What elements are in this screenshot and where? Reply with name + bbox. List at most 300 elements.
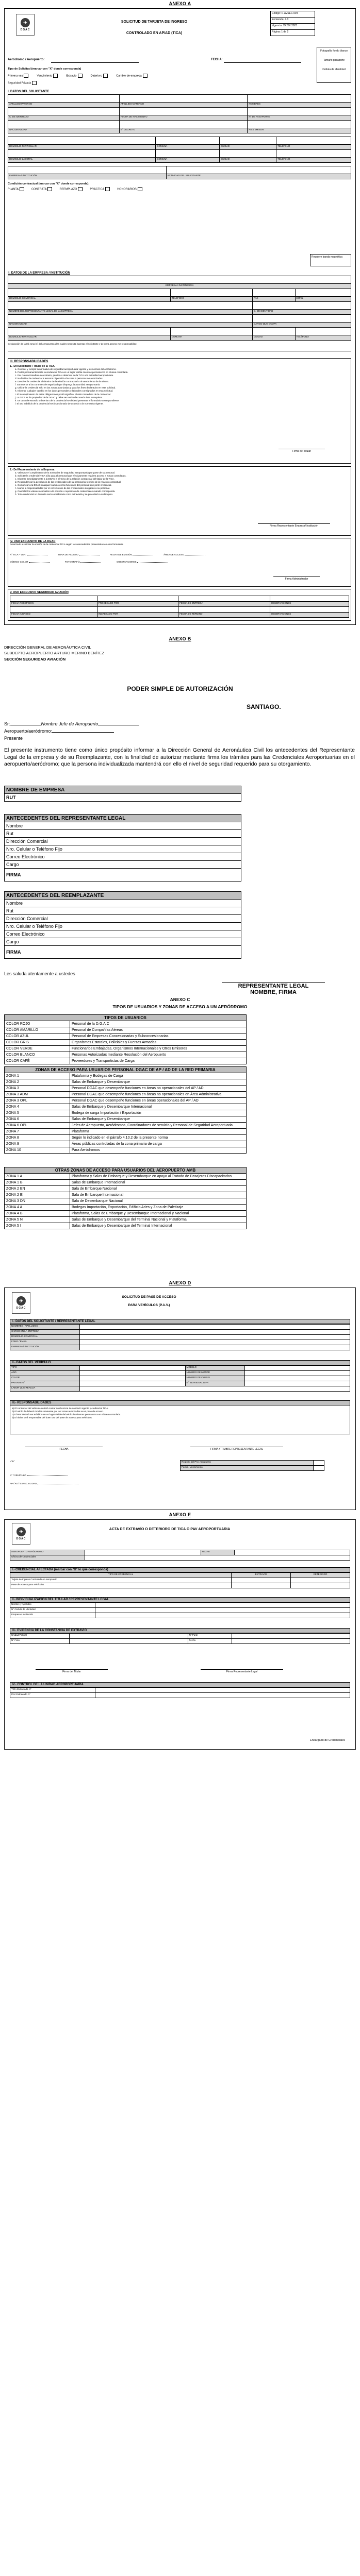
table-cell: NOMBRE DE EMPRESA — [5, 786, 241, 794]
rep-responsibilities-box — [8, 466, 351, 536]
table-cell[interactable] — [80, 1330, 350, 1335]
pav-legal-signature[interactable]: FIRMA Y TIMBRE REPRESENTANTE LEGAL — [190, 1447, 283, 1451]
date-label: FECHA: — [211, 58, 223, 61]
pav-applicant-section — [10, 1319, 350, 1350]
table-cell[interactable] — [244, 1371, 350, 1376]
acta-holder-title: II.- INDIVIDUALIZACIÓN DEL TITULAR / REPRESENTANTE LEGAL — [10, 1597, 350, 1602]
table-row — [8, 289, 351, 297]
table-row — [8, 166, 351, 174]
table-cell: ZONA 2 — [5, 1079, 70, 1086]
table-row — [5, 830, 241, 838]
table-cell[interactable] — [276, 137, 351, 145]
table-cell[interactable] — [70, 1634, 188, 1639]
zone-row — [5, 1198, 247, 1205]
table-cell: COMUNA — [156, 145, 220, 150]
condition-planta[interactable]: PLANTA — [8, 187, 25, 191]
checkbox[interactable] — [32, 81, 37, 85]
table-row — [10, 1325, 350, 1330]
table-cell[interactable] — [248, 108, 351, 115]
table-cell: Jefes de Aeropuerto, Aeródromos, Coordinadores de servicio y Personal de Seguridad Aeroportuaria — [70, 1123, 247, 1129]
checkbox[interactable] — [138, 187, 142, 191]
photo-box[interactable]: Fotografía fondo blanco Tamaño pasaporte Cédula de identidad — [317, 47, 351, 83]
table-cell: Plataforma — [70, 1129, 247, 1135]
pav-vb-label: V°B° — [10, 1460, 15, 1463]
table-cell[interactable] — [219, 150, 276, 158]
table-cell: Unidad Policial — [10, 1634, 70, 1639]
table-cell[interactable] — [95, 1693, 350, 1698]
table-cell: ZONA 1 — [5, 1073, 70, 1079]
form-title: SOLICITUD DE TARJETA DE INGRESO — [121, 20, 188, 24]
pav-applicant-title: I.- DATOS DEL SOLICITANTE / REPRESENTANTE LEGAL — [10, 1319, 350, 1324]
acta-holder-signature[interactable]: Firma del Titular — [36, 1669, 108, 1673]
table-cell[interactable] — [291, 1583, 350, 1588]
magnetic-band-box[interactable]: Requiere banda magnética — [310, 254, 351, 266]
aviation-security-table — [10, 596, 349, 618]
dgac-exclusive-text: Autorizado a solicitar la emisión de la credencial TICA según los antecedentes presentados en este formulario. — [10, 543, 124, 546]
table-cell[interactable]: Rut — [5, 830, 241, 838]
table-cell[interactable] — [166, 166, 351, 174]
zone-row — [5, 1180, 247, 1186]
table-cell[interactable]: Cargo — [5, 861, 241, 869]
table-cell[interactable] — [248, 121, 351, 128]
table-cell[interactable]: Correo Electrónico — [5, 930, 241, 938]
table-cell: Para Aeródromos — [70, 1147, 247, 1154]
dgac-emblem-icon: ✈ — [17, 1296, 26, 1306]
dgac-logo-e: ✈ DGAC — [12, 1523, 30, 1545]
airport-input[interactable] — [51, 62, 139, 63]
table-cell: Personal de la D.G.A.C — [70, 1021, 247, 1027]
table-cell[interactable] — [80, 1335, 350, 1340]
table-cell[interactable] — [8, 328, 171, 335]
condition-contrata[interactable]: CONTRATA — [31, 187, 53, 191]
poder-city: SANTIAGO. — [247, 703, 281, 710]
table-cell: TELÉFONO — [170, 297, 252, 302]
table-cell[interactable]: Rut — [5, 907, 241, 915]
table-cell: CARGO EN LA EMPRESA — [10, 1330, 80, 1335]
table-cell[interactable] — [80, 1325, 350, 1330]
annex-a-frame — [4, 8, 356, 625]
condition-practica[interactable]: PRÁCTICA — [90, 187, 111, 191]
table-cell: Fecha — [188, 1639, 232, 1644]
request-type-label: Tipo de Solicitud (marcar con "X" donde corresponda) — [8, 67, 81, 71]
table-cell: TIPOS DE USUARIOS — [5, 1015, 247, 1021]
table-cell[interactable] — [232, 1639, 350, 1644]
table-cell: AÑO — [10, 1371, 80, 1376]
table-cell: Funcionarios Embajadas, Organismos Internacionales y Otros Emisores — [70, 1046, 247, 1052]
table-cell[interactable] — [8, 315, 253, 323]
acta-header-table — [10, 1550, 350, 1561]
table-cell[interactable] — [314, 1461, 324, 1466]
checkbox[interactable] — [78, 74, 83, 78]
table-cell: FAX — [252, 297, 295, 302]
pav-resp-title: III.- RESPONSABILIDADES — [10, 1400, 350, 1405]
table-cell: Salas de Embarque y Desembarque del Terminal Internacional — [70, 1223, 247, 1229]
table-cell: Pase de Acceso para Vehículos — [10, 1583, 232, 1588]
table-cell[interactable] — [8, 137, 156, 145]
table-cell: ZONA 2 EN — [5, 1186, 70, 1192]
table-cell: ZONA 1 B — [5, 1180, 70, 1186]
aviation-security-box — [8, 589, 351, 621]
table-cell[interactable] — [178, 596, 270, 602]
date-input[interactable] — [224, 62, 301, 63]
table-cell: CARGO QUE OCUPA — [252, 323, 351, 328]
table-cell[interactable] — [95, 1608, 350, 1613]
section-applicant — [8, 90, 351, 259]
acta-control-title: IV.- CONTROL DE LA UNIDAD AEROPORTUARIA — [10, 1682, 350, 1687]
airport-label: Aeródromo / Aeropuerto: — [8, 58, 45, 61]
table-cell: C. DE IDENTIDAD — [252, 310, 351, 315]
admin-signature[interactable]: Firma Administrador — [273, 577, 320, 581]
table-cell[interactable] — [252, 315, 351, 323]
pav-approval-section — [10, 1458, 350, 1485]
color-code-field[interactable]: CÓDIGO COLOR — [10, 561, 50, 564]
checkbox[interactable] — [20, 187, 24, 191]
holder-signature[interactable]: Firma del Titular — [279, 449, 325, 453]
table-cell: MODELO — [185, 1366, 244, 1371]
form-subtitle: CONTROLADO EN AP/AD (TICA) — [126, 31, 183, 35]
request-damaged[interactable]: Deterioro — [91, 74, 109, 78]
zone-row — [5, 1192, 247, 1198]
table-cell[interactable]: Nombre — [5, 822, 241, 830]
table-cell[interactable] — [295, 289, 351, 297]
table-cell: NACIONALIDAD — [8, 323, 253, 328]
acta-evidence-table — [10, 1633, 350, 1644]
table-cell: FECHA — [201, 1550, 234, 1555]
table-row — [10, 1555, 350, 1561]
table-row — [5, 786, 241, 794]
table-cell: EXTRAVÍO — [232, 1573, 291, 1578]
table-cell[interactable] — [244, 1366, 350, 1371]
table-cell: APELLIDO PATERNO — [8, 103, 120, 108]
table-cell: EMPRESA / INSTITUCIÓN — [8, 284, 351, 289]
table-cell: PROCESADO POR — [97, 602, 178, 607]
request-expiry[interactable]: Vencimiento — [37, 74, 59, 78]
checkbox[interactable] — [47, 187, 52, 191]
table-cell[interactable]: Correo Electrónico — [5, 853, 241, 861]
table-cell[interactable] — [80, 1340, 350, 1345]
table-cell[interactable]: Dirección Comercial — [5, 838, 241, 845]
annex-b-org: DIRECCIÓN GENERAL DE AERONÁUTICA CIVIL SUBDEPTO AEROPUERTO ARTURO MERINO BENÍTEZ SECCIÓN SEGURIDAD AVIACIÓN — [4, 645, 105, 662]
table-cell: Bodegas Importación, Exportación, Edificio Aries y Zona de Paletizaje — [70, 1205, 247, 1211]
table-cell[interactable]: FIRMA — [5, 946, 241, 959]
table-cell: ZONA 2 EI — [5, 1192, 70, 1198]
table-row — [8, 276, 351, 284]
table-cell: ZONA 1 A — [5, 1174, 70, 1180]
table-cell: EMPRESA / INSTITUCIÓN — [8, 174, 167, 179]
table-cell[interactable] — [178, 607, 270, 613]
table-cell: TIPO DE CREDENCIAL — [10, 1573, 232, 1578]
present-line: Presente — [4, 736, 23, 741]
zones-declaration-input[interactable] — [8, 346, 351, 351]
table-cell[interactable] — [170, 328, 252, 335]
table-cell: PATENTE N° — [10, 1381, 80, 1386]
table-cell[interactable] — [80, 1366, 186, 1371]
table-cell[interactable]: Dirección Comercial — [5, 915, 241, 923]
table-cell: ZONA 3 OPL — [5, 1098, 70, 1104]
request-company-change[interactable]: Cambio de empresa — [116, 74, 149, 78]
zone-row — [5, 1186, 247, 1192]
condition-reemplazo[interactable]: REEMPLAZO — [59, 187, 84, 191]
table-row — [10, 1613, 350, 1618]
company-table — [8, 276, 351, 341]
table-row — [5, 907, 241, 915]
resp-holder-list: a. Conocer y cumplir la normativa de seguridad aeroportuaria vigente y las normas del Aeródromo. b. Portar permanentemente la credencial TICA en un lugar visible mientras permanezca en el área controlada. c. Dar cuenta inmediata de extravío, pérdida o deterioro de la TICA a la autoridad aeroportuaria. d. No facilitar la credencial a terceros ni permitir el acceso a personas no autorizadas. e. Devolver la credencial al término de la relación contractual o al vencimiento de la misma. f. Someterse a los controles de seguridad que disponga la autoridad aeroportuaria. g. Utilizar la credencial sólo en las zonas autorizadas y para los fines declarados en esta solicitud. h. Informar cualquier cambio en los datos personales o laborales consignados en esta solicitud. i. El incumplimiento de estas obligaciones podrá significar el retiro inmediato de la credencial. j. La TICA es de propiedad de la DGAC y debe ser restituida cuando ésta lo requiera. k. En caso de extravío o deterioro de la credencial se deberá presentar el formulario correspondiente. l. El uso indebido de la credencial será sancionado de acuerdo a la normativa vigente. — [15, 368, 128, 405]
table-row — [10, 1366, 350, 1371]
table-cell: ZONA 3 DN — [5, 1198, 70, 1205]
dgac-exclusive-box — [8, 538, 351, 587]
table-cell[interactable] — [97, 596, 178, 602]
table-cell: TELÉFONO — [295, 335, 351, 341]
checkbox[interactable] — [103, 74, 108, 78]
table-cell: FECHA INGRESO — [10, 613, 97, 618]
condition-honorarios[interactable]: HONORARIOS — [117, 187, 143, 191]
table-cell[interactable] — [270, 607, 349, 613]
table-row — [5, 853, 241, 861]
table-cell: DOMICILIO PARTICULAR — [8, 145, 156, 150]
checkbox[interactable] — [105, 187, 110, 191]
table-row — [181, 1466, 324, 1471]
table-cell[interactable] — [8, 166, 167, 174]
table-cell[interactable] — [80, 1381, 186, 1386]
zone-row — [5, 1116, 247, 1123]
table-cell: Sala de Embarque Internacional — [70, 1192, 247, 1198]
table-cell: ZONA 5 I — [5, 1223, 70, 1229]
table-cell[interactable] — [119, 108, 248, 115]
table-cell[interactable]: RUT — [5, 794, 241, 802]
table-cell: COLOR AZUL — [5, 1033, 70, 1040]
type-row — [5, 1033, 247, 1040]
legal-rep-signature[interactable]: REPRESENTANTE LEGAL NOMBRE, FIRMA — [222, 982, 325, 995]
table-cell[interactable]: Nro. Celular o Teléfono Fijo — [5, 845, 241, 853]
table-cell[interactable] — [119, 121, 248, 128]
table-row — [5, 845, 241, 853]
table-row — [5, 822, 241, 830]
type-row — [5, 1058, 247, 1064]
table-cell: DOMICILIO PARTICULAR — [8, 335, 171, 341]
table-cell[interactable] — [219, 137, 276, 145]
pav-registry-table — [180, 1460, 324, 1471]
table-row — [8, 137, 351, 145]
table-cell[interactable] — [170, 289, 252, 297]
table-cell: PAV Extraviado N° — [10, 1693, 95, 1698]
table-cell: DOMICILIO LABORAL — [8, 158, 156, 163]
responsibilities-title: III. RESPONSABILIDADES — [10, 360, 48, 363]
table-cell[interactable] — [8, 108, 120, 115]
zone-row — [5, 1141, 247, 1147]
table-row — [10, 1688, 350, 1693]
responsibilities-box — [8, 358, 351, 464]
table-row — [8, 115, 351, 121]
table-cell: ZONA 10 — [5, 1147, 70, 1154]
table-cell: NOMBRE DEL REPRESENTANTE LEGAL DE LA EMPRESA — [8, 310, 253, 315]
table-cell: ZONA 9 — [5, 1141, 70, 1147]
table-row — [5, 794, 241, 802]
table-cell[interactable] — [8, 289, 171, 297]
table-row — [10, 602, 349, 607]
table-cell[interactable] — [270, 596, 349, 602]
table-cell: N° DECRETO — [119, 128, 248, 133]
checkbox[interactable] — [78, 187, 83, 191]
zone-row — [5, 1086, 247, 1092]
greeting: Les saluda atentamente a ustedes — [4, 971, 75, 976]
table-cell: N° Cédula de Identidad — [10, 1608, 95, 1613]
issue-date-field[interactable]: FECHA DE EMISIÓN — [110, 553, 153, 556]
table-cell: N° Folio — [10, 1639, 70, 1644]
table-cell: ZONA 7 — [5, 1129, 70, 1135]
table-cell[interactable] — [8, 121, 120, 128]
table-row — [8, 328, 351, 335]
checkbox[interactable] — [53, 74, 58, 78]
access-area-field[interactable]: ÁREA DE ACCESO — [163, 553, 205, 556]
table-cell[interactable] — [295, 328, 351, 335]
table-cell: Salas de Embarque y Desembarque Internacional — [70, 1104, 247, 1110]
access-zone-field[interactable]: ZONA DE ACCESO — [58, 553, 100, 556]
table-cell[interactable] — [156, 137, 220, 145]
table-cell[interactable] — [8, 95, 120, 103]
pav-resp-section — [10, 1400, 350, 1434]
table-cell[interactable] — [70, 1639, 188, 1644]
table-cell[interactable] — [244, 1381, 350, 1386]
table-row — [5, 892, 241, 900]
table-cell[interactable] — [234, 1550, 350, 1555]
table-cell[interactable] — [252, 289, 295, 297]
checkbox[interactable] — [24, 74, 28, 78]
table-cell[interactable] — [119, 95, 248, 103]
table-row — [10, 1386, 350, 1392]
acta-holder-section — [10, 1597, 350, 1618]
zone-row — [5, 1211, 247, 1217]
observations-field[interactable]: OBSERVACIONES — [117, 561, 168, 564]
table-row — [10, 1371, 350, 1376]
security-process[interactable]: Seguridad Privada — [8, 81, 38, 85]
request-first-time[interactable]: Primera vez — [8, 74, 29, 78]
table-row — [181, 1461, 324, 1466]
table-cell: COLOR BLANCO — [5, 1052, 70, 1058]
table-cell[interactable]: Nro. Celular o Teléfono Fijo — [5, 923, 241, 930]
table-cell: Nombre y Apellidos — [10, 1603, 95, 1608]
pav-ap-ad-label: AP / AD / ESPECIALIDAD — [10, 1482, 350, 1485]
request-lost[interactable]: Extravío — [66, 74, 83, 78]
table-cell: ZONA 5 N — [5, 1217, 70, 1223]
table-cell[interactable] — [252, 328, 295, 335]
table-cell: FECHA DE ENTREGA — [178, 602, 270, 607]
table-cell[interactable] — [232, 1583, 291, 1588]
acta-legal-signature[interactable]: Firma Representante Legal — [201, 1669, 283, 1673]
pav-date-signature[interactable]: FECHA — [25, 1447, 103, 1451]
annex-d-title: ANEXO D — [169, 1280, 191, 1285]
table-cell: Organismos Estatales, Policiales y Fuerzas Armadas — [70, 1040, 247, 1046]
acta-holder-table — [10, 1602, 350, 1618]
table-cell[interactable]: Nombre — [5, 900, 241, 907]
table-cell[interactable] — [10, 596, 97, 602]
table-cell[interactable] — [232, 1634, 350, 1639]
table-cell: ANTECEDENTES DEL REPRESENTANTE LEGAL — [5, 815, 241, 822]
table-cell: DOMICILIO COMERCIAL — [8, 297, 171, 302]
table-row — [10, 1693, 350, 1698]
acta-credential-title: I.- CREDENCIAL AFECTADA (marcar con "X" lo que corresponda) — [10, 1567, 350, 1572]
zone-row — [5, 1147, 247, 1154]
table-cell[interactable] — [291, 1578, 350, 1583]
zone-row — [5, 1098, 247, 1104]
table-row — [5, 915, 241, 923]
table-cell[interactable] — [8, 150, 156, 158]
rep-signature[interactable]: Firma Representante Empresa/ Institución — [258, 523, 330, 528]
table-cell: ZONA 8 — [5, 1135, 70, 1141]
photo-field[interactable]: FOTOGRAFÍA — [65, 561, 101, 564]
table-row — [10, 1330, 350, 1335]
dgac-logo: ✈ DGAC — [16, 14, 35, 36]
acta-control-table — [10, 1687, 350, 1698]
dgac-logo-d: ✈ DGAC — [12, 1292, 30, 1314]
table-cell[interactable] — [80, 1345, 350, 1350]
zone-row — [5, 1110, 247, 1116]
table-cell: ZONA 4 A — [5, 1205, 70, 1211]
table-cell[interactable] — [95, 1603, 350, 1608]
table-cell: Sala de Desembarque Nacional — [70, 1198, 247, 1205]
table-cell[interactable] — [80, 1376, 186, 1381]
table-cell[interactable] — [97, 607, 178, 613]
table-row — [5, 900, 241, 907]
table-cell[interactable]: FIRMA — [5, 869, 241, 882]
acta-evidence-section — [10, 1628, 350, 1644]
type-row — [5, 1021, 247, 1027]
table-cell[interactable] — [232, 1578, 291, 1583]
zone-row — [5, 1123, 247, 1129]
table-row — [10, 1573, 350, 1578]
table-cell[interactable] — [244, 1376, 350, 1381]
checkbox[interactable] — [143, 74, 148, 78]
table-cell[interactable] — [80, 1371, 186, 1376]
zone-row — [5, 1223, 247, 1229]
table-cell[interactable] — [95, 1613, 350, 1618]
request-type-options — [8, 74, 149, 78]
tica-number-field[interactable]: N° TICA – VER: — [10, 553, 47, 556]
table-row — [10, 613, 349, 618]
table-cell: Personal de Compañías Aéreas — [70, 1027, 247, 1033]
poder-title: PODER SIMPLE DE AUTORIZACIÓN — [127, 685, 233, 692]
pav-subtitle: PARA VEHÍCULOS (P.A.V.) — [128, 1303, 170, 1307]
table-cell[interactable] — [80, 1386, 350, 1392]
dgac-zones-table — [4, 1066, 247, 1154]
table-row — [8, 150, 351, 158]
table-row — [10, 1550, 350, 1555]
table-cell[interactable] — [95, 1688, 350, 1693]
zone-row — [5, 1079, 247, 1086]
table-cell: Personal de Empresas Concesionarias y Subconcesionarias — [70, 1033, 247, 1040]
table-cell[interactable] — [10, 607, 97, 613]
type-row — [5, 1027, 247, 1033]
table-cell[interactable]: Cargo — [5, 938, 241, 946]
table-cell[interactable] — [85, 1550, 201, 1555]
table-cell: ZONAS DE ACCESO PARA USUARIOS PERSONAL DGAC DE AP / AD DE LA RED PRIMARIA — [5, 1067, 247, 1073]
table-cell[interactable] — [8, 276, 351, 284]
table-cell[interactable] — [85, 1555, 350, 1561]
table-cell[interactable] — [314, 1466, 324, 1471]
table-cell[interactable] — [8, 302, 253, 310]
table-cell: EMPRESA / INSTITUCIÓN — [10, 1345, 80, 1350]
table-cell[interactable] — [156, 150, 220, 158]
table-row — [8, 95, 351, 103]
poder-body: El presente instrumento tiene como único propósito informar a la Dirección General de Aeronáutica Civil los antecedentes del Representante Legal de la empresa y de su Reemplazante, con la finalidad de autorizar mediante firma los trámites para las Credenciales Aeroportuarias en el aeropuerto/aeródromo; que la persona individualizada mantendrá con ello el nivel de seguridad requerido para su otorgamiento. — [4, 747, 355, 768]
table-cell[interactable] — [252, 302, 351, 310]
table-cell: Oficina de Credenciales — [10, 1555, 85, 1561]
table-cell[interactable] — [276, 150, 351, 158]
table-row — [5, 1015, 247, 1021]
dgac-exclusive-fields-2 — [10, 561, 349, 564]
amb-zones-table — [4, 1167, 247, 1229]
table-cell[interactable] — [248, 95, 351, 103]
credential-officer-label: Encargado de Credenciales — [310, 1739, 345, 1742]
